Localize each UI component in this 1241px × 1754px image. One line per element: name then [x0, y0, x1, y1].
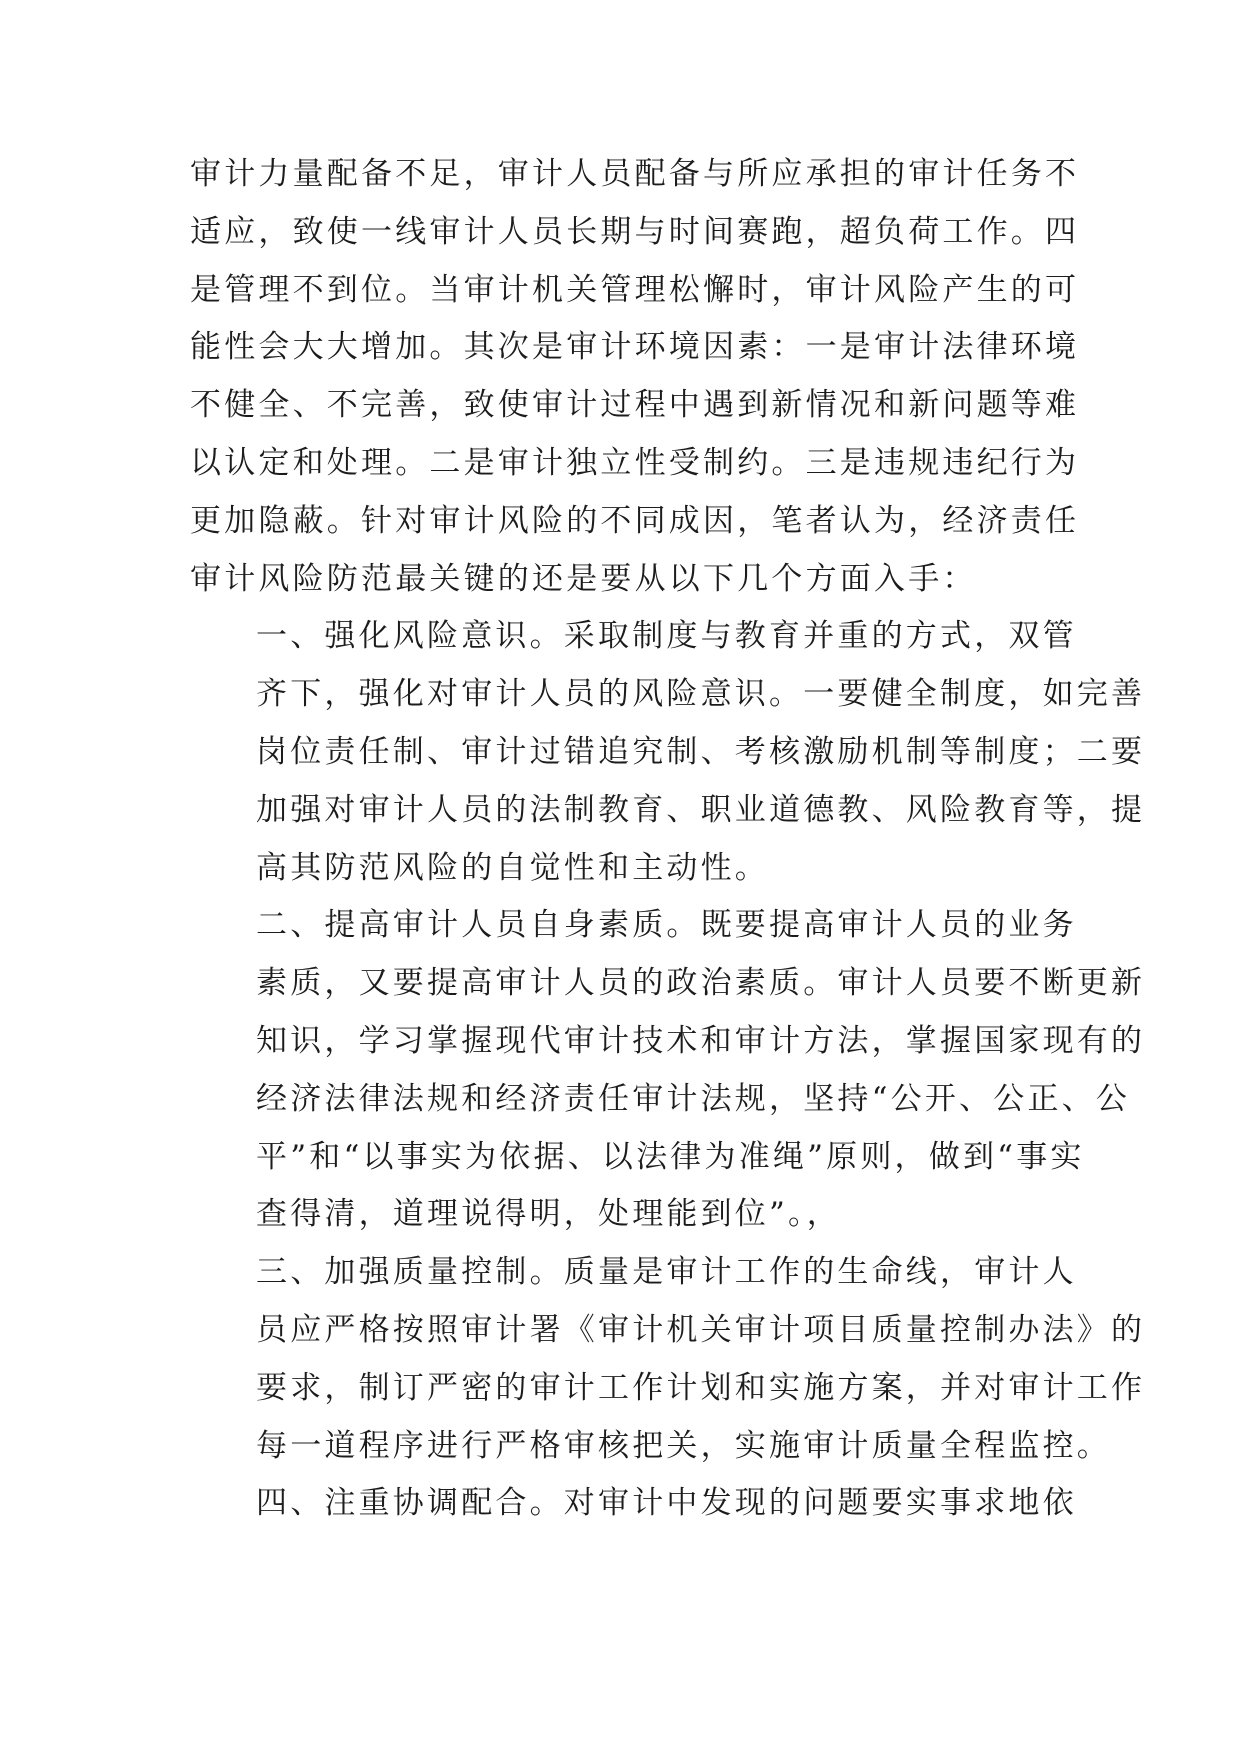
paragraph: [190, 146, 1080, 608]
text-line: 一、强化风险意识。采取制度与教育并重的方式，双管: [256, 618, 1077, 655]
text-line: 平”和“以事实为依据、以法律为准绳”原则，做到“事实: [256, 1138, 1085, 1175]
text-line: 以认定和处理。二是审计独立性受制约。三是违规违纪行为: [190, 444, 1080, 481]
paragraph: [190, 1475, 1077, 1533]
text-line: 适应，致使一线审计人员长期与时间赛跑，超负荷工作。四: [190, 213, 1080, 250]
text-line: 素质，又要提高审计人员的政治素质。审计人员要不断更新: [256, 965, 1146, 1002]
text-line: 员应严格按照审计署《审计机关审计项目质量控制办法》的: [256, 1311, 1146, 1348]
text-line: 审计力量配备不足，审计人员配备与所应承担的审计任务不: [190, 156, 1080, 192]
text-line: 是管理不到位。当审计机关管理松懈时，审计风险产生的可: [190, 271, 1080, 308]
text-line: 四、注重协调配合。对审计中发现的问题要实事求地依: [256, 1485, 1077, 1522]
paragraph: [190, 1244, 1146, 1475]
text-line: 三、加强质量控制。质量是审计工作的生命线，审计人: [256, 1254, 1077, 1291]
text-line: 高其防范风险的自觉性和主动性。: [256, 849, 769, 886]
paragraph: [190, 608, 1146, 897]
text-line: 更加隐蔽。针对审计风险的不同成因，笔者认为，经济责任: [190, 502, 1080, 539]
text-line: 二、提高审计人员自身素质。既要提高审计人员的业务: [256, 907, 1077, 944]
text-line: 岗位责任制、审计过错追究制、考核激励机制等制度；二要: [256, 733, 1146, 770]
document-body: [190, 146, 1146, 1533]
text-line: 能性会大大增加。其次是审计环境因素：一是审计法律环境: [190, 329, 1080, 366]
text-line: 加强对审计人员的法制教育、职业道德教、风险教育等，提: [256, 791, 1146, 828]
text-line: 不健全、不完善，致使审计过程中遇到新情况和新问题等难: [190, 387, 1080, 424]
text-line: 经济法律法规和经济责任审计法规，坚持“公开、公正、公: [256, 1080, 1131, 1117]
text-line: 查得清，道理说得明，处理能到位”。，: [256, 1196, 841, 1233]
text-line: 要求，制订严密的审计工作计划和实施方案，并对审计工作: [256, 1369, 1146, 1406]
text-line: 审计风险防范最关键的还是要从以下几个方面入手：: [190, 560, 977, 597]
text-line: 齐下，强化对审计人员的风险意识。一要健全制度，如完善: [256, 676, 1146, 713]
paragraph: [190, 897, 1146, 1244]
text-line: 知识，学习掌握现代审计技术和审计方法，掌握国家现有的: [256, 1022, 1146, 1059]
text-line: 每一道程序进行严格审核把关，实施审计质量全程监控。: [256, 1427, 1111, 1464]
